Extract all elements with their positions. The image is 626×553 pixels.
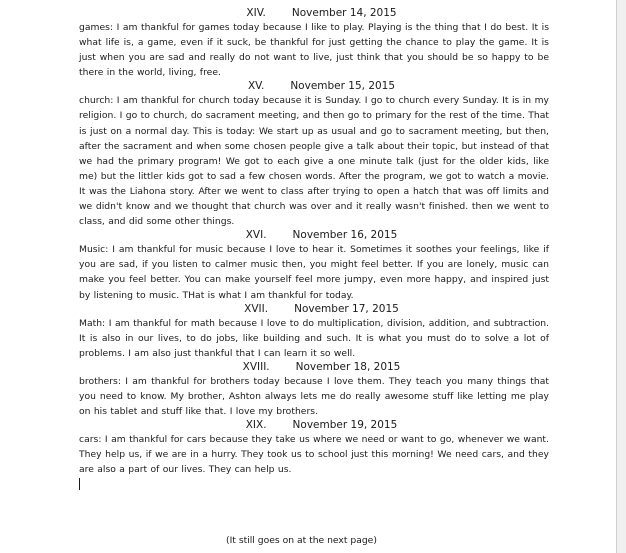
entry-date: November 16, 2015 <box>292 229 398 242</box>
entry-heading <box>79 229 549 242</box>
entry-text: Math: I am thankful for math because I love to do multiplication, division, addition, and subtraction. It is also in our lives, to do jobs, like building and such. It is what you must do to solve a lot of problems. I am also just thankful that I can learn it so well. <box>79 317 549 359</box>
entry-text: brothers: I am thankful for brothers today because I love them. They teach you many things that you need to know. My brother, Ashton always lets me do really awesome stuff like letting me play on his tablet and stuff like that. I love my brothers. <box>79 375 549 418</box>
entry-heading <box>79 7 549 20</box>
text-cursor <box>79 478 80 490</box>
entry-numeral: XIX. <box>245 419 267 432</box>
entry-heading <box>79 419 549 432</box>
entry-date: November 19, 2015 <box>292 419 398 432</box>
entry-numeral: XV. <box>247 80 265 93</box>
entry-text: church: I am thankful for church today because it is Sunday. I go to church every Sunday. It is in my religion. I go to church, do sacrament meeting, and then go to primary for the rest of the time. That is just on a normal day. This is today: We start up as usual and go to sacrament meeting, but then, after the sacrament and when some chosen people give a talk about their topic, but instead of that we had the primary program! We got to each give a one minute talk (just for the older kids, like me) but the littler kids got to sad a few chosen words. After the program, we got to watch a movie. It was the Liahona story. After we went to class after trying to open a hatch that was off limits and we didn't know and we thought that church was over and it really wasn't finished. then we went to class, and did some other things. <box>79 95 549 228</box>
entry-heading <box>79 361 549 374</box>
entry-date: November 14, 2015 <box>291 7 397 19</box>
document-body[interactable] <box>79 7 549 490</box>
entry-numeral: XVIII. <box>242 360 270 373</box>
entry-heading <box>79 303 549 316</box>
entry-date: November 17, 2015 <box>294 302 399 315</box>
entry-numeral: XIV. <box>246 7 266 19</box>
entry-text: cars: I am thankful for cars because they take us where we need or want to go, whenever we want. They help us, if we are in a hurry. They took us to school just this morning! We need cars, and they are also a part of our lives. They can help us. <box>79 434 549 476</box>
entry-heading <box>79 80 549 93</box>
scroll-gutter[interactable] <box>617 0 626 553</box>
footer-note: (It still goes on at the next page) <box>226 535 377 546</box>
entry-numeral: XVII. <box>244 302 269 315</box>
entry-date: November 15, 2015 <box>290 80 396 93</box>
entry-numeral: XVI. <box>245 229 267 242</box>
entry-text: games: I am thankful for games today because I like to play. Playing is the thing that I do best. It is what life is, a game, even if it suck, be thankful for just getting the chance to play the game. It is just when you are sad and really do not want to live, just think that you should be so happy to be there in the world, living, free. <box>79 22 549 79</box>
entry-date: November 18, 2015 <box>295 360 401 373</box>
entry-text: Music: I am thankful for music because I love to hear it. Sometimes it soothes your feelings, like if you are sad, if you listen to calmer music then, you might feel better. If you are lonely, music can make you feel better. You can make yourself feel more jumpy, even more happy, and inspired just by listening to music. THat is what I am thankful for today. <box>79 244 549 301</box>
